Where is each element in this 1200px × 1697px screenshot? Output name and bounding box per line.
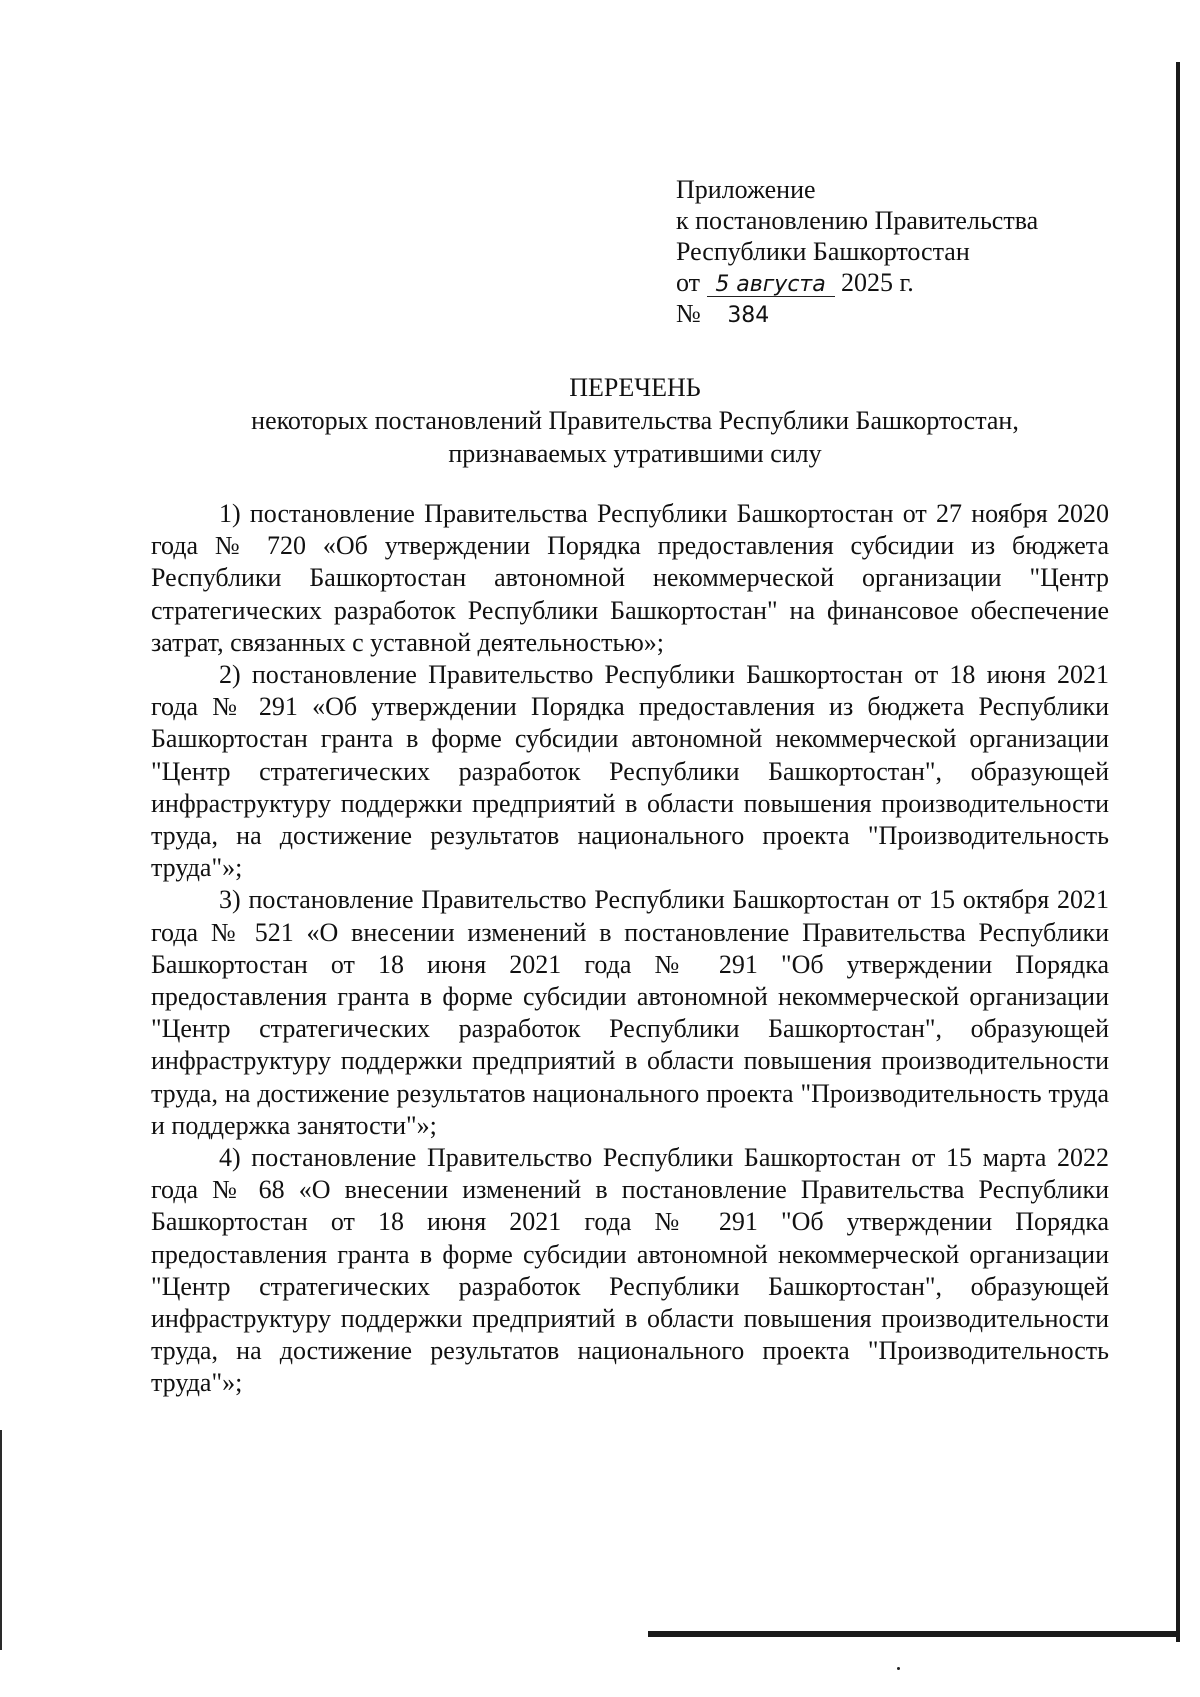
list-item: 2) постановление Правительство Республики Башкортостан от 18 июня 2021 года № 291 «Об утверждении Порядка предоставления из бюджета Республики Башкортостан гранта в форме субсидии автономной некоммерческой организации "Центр стратегических разработок Республики Башкортостан", образующей инфраструктуру поддержки предприятий в области повышения производительности труда, на достижение результатов национального проекта "Производительность труда"»;	[151, 660, 1109, 883]
resolution-list	[151, 498, 1109, 1400]
date-prefix: от	[676, 268, 701, 297]
scan-speck	[897, 1667, 900, 1670]
scan-edge-right	[1176, 62, 1180, 1642]
list-item: 1) постановление Правительства Республики Башкортостан от 27 ноября 2020 года № 720 «Об утверждении Порядка предоставления субсидии из бюджета Республики Башкортостан автономной некоммерческой организации "Центр стратегических разработок Республики Башкортостан" на финансовое обеспечение затрат, связанных с уставной деятельностью»;	[151, 499, 1109, 657]
list-item: 3) постановление Правительство Республики Башкортостан от 15 октября 2021 года № 521 «О внесении изменений в постановление Правительства Республики Башкортостан от 18 июня 2021 года № 291 "Об утверждении Порядка предоставления гранта в форме субсидии автономной некоммерческой организации "Центр стратегических разработок Республики Башкортостан", образующей инфраструктуру поддержки предприятий в области повышения производительности труда, на достижение результатов национального проекта "Производительность труда и поддержка занятости"»;	[151, 885, 1109, 1140]
title-subtitle-line2: признаваемых утратившими силу	[448, 439, 822, 468]
title-main: ПЕРЕЧЕНЬ	[569, 373, 701, 402]
approval-date-line	[676, 267, 1146, 298]
scan-edge-left	[0, 1430, 2, 1650]
approval-line-resolution: к постановлению Правительства	[676, 206, 1039, 235]
approval-number-line	[676, 298, 1146, 331]
approval-line-republic: Республики Башкортостан	[676, 237, 970, 266]
handwritten-date: 5 августа	[707, 274, 835, 297]
approval-line-appendix: Приложение	[676, 175, 816, 204]
number-prefix: №	[676, 299, 701, 328]
document-title	[140, 371, 1130, 470]
list-item: 4) постановление Правительство Республики Башкортостан от 15 марта 2022 года № 68 «О внесении изменений в постановление Правительства Республики Башкортостан от 18 июня 2021 года № 291 "Об утверждении Порядка предоставления гранта в форме субсидии автономной некоммерческой организации "Центр стратегических разработок Республики Башкортостан", образующей инфраструктуру поддержки предприятий в области повышения производительности труда, на достижение результатов национального проекта "Производительность труда"»;	[151, 1143, 1109, 1398]
scan-edge-bottom	[648, 1631, 1180, 1637]
date-suffix: 2025 г.	[841, 268, 914, 297]
title-subtitle-line1: некоторых постановлений Правительства Республики Башкортостан,	[251, 406, 1019, 435]
approval-header	[676, 174, 1146, 331]
handwritten-number: 384	[727, 303, 770, 328]
